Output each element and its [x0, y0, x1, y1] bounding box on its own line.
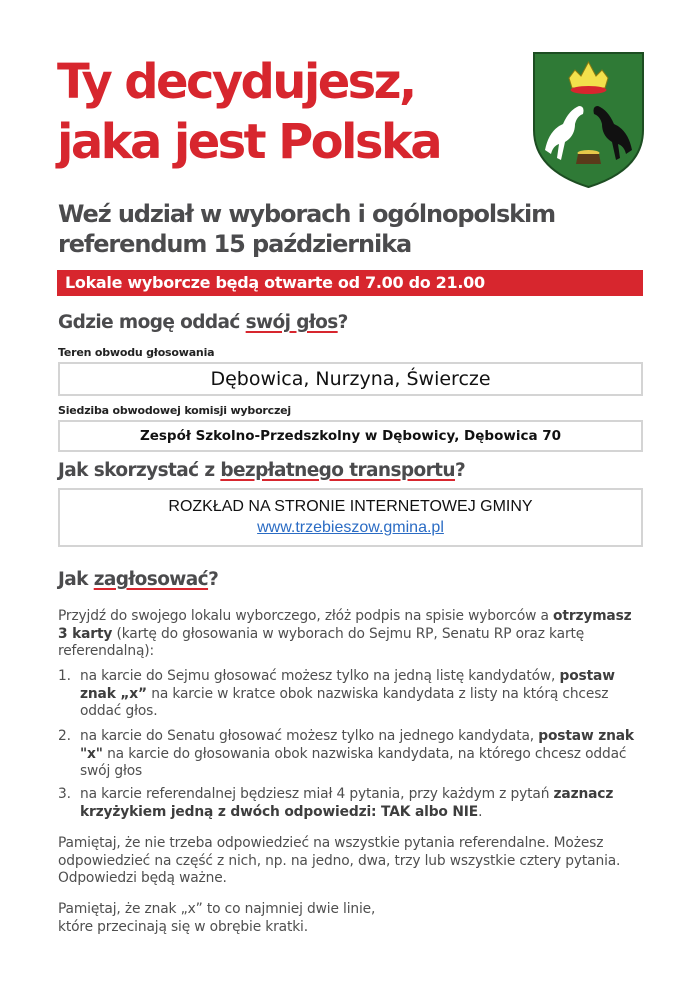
subtitle-line-2: referendum 15 października	[58, 230, 412, 258]
instruction-item: 3. na karcie referendalnej będziesz miał 4 pytania, przy każdym z pytań zaznacz krzyżykiem jedną z dwóch odpowiedzi: TAK albo NIE.	[58, 786, 614, 820]
municipality-coat-of-arms-icon	[531, 50, 646, 190]
voting-area-label: Teren obwodu głosowania	[58, 346, 215, 359]
voting-area-value: Dębowica, Nurzyna, Świercze	[58, 362, 643, 396]
where-to-vote-heading: Gdzie mogę oddać swój głos?	[58, 312, 348, 333]
subtitle-line-1: Weź udział w wyborach i ogólnopolskim	[58, 200, 556, 228]
instruction-item: 1. na karcie do Sejmu głosować możesz tylko na jedną listę kandydatów, postaw znak „x” na karcie w kratce obok nazwiska kandydata z listy na którą chcesz oddać głos.	[58, 668, 615, 719]
schedule-text: ROZKŁAD NA STRONIE INTERNETOWEJ GMINY	[168, 498, 533, 515]
referendum-note: Pamiętaj, że nie trzeba odpowiedzieć na wszystkie pytania referendalne. Możesz odpowiedzieć na część z nich, np. na jedno, dwa, trzy lub wszystkie cztery pytania. Odpowiedzi będą ważne.	[58, 835, 621, 886]
transport-heading: Jak skorzystać z bezpłatnego transportu?	[58, 460, 466, 481]
tree-stump-icon	[576, 150, 601, 164]
title-line-2: jaka jest Polska	[57, 114, 440, 170]
subtitle	[58, 199, 658, 259]
municipality-website-link[interactable]: www.trzebieszow.gmina.pl	[257, 519, 444, 536]
x-mark-note: Pamiętaj, że znak „x” to co najmniej dwie linie, które przecinają się w obrębie kratki.	[58, 901, 376, 935]
how-to-vote-heading: Jak zagłosować?	[58, 569, 219, 590]
page-title	[57, 52, 440, 172]
commission-seat-label: Siedziba obwodowej komisji wyborczej	[58, 404, 292, 417]
title-line-1: Ty decydujesz,	[57, 54, 415, 110]
commission-seat-value: Zespół Szkolno-Przedszkolny w Dębowicy, Dębowica 70	[58, 420, 643, 452]
polling-hours-banner: Lokale wyborcze będą otwarte od 7.00 do 21.00	[57, 270, 643, 296]
instruction-item: 2. na karcie do Senatu głosować możesz tylko na jednego kandydata, postaw znak "x" na karcie do głosowania obok nazwiska kandydata, na którego chcesz oddać swój głos	[58, 728, 634, 779]
how-to-vote-intro: Przyjdź do swojego lokalu wyborczego, złóż podpis na spisie wyborców a otrzymasz 3 karty (kartę do głosowania w wyborach do Sejmu RP, Senatu RP oraz kartę referendalną):	[58, 608, 632, 659]
transport-info-box	[58, 488, 643, 547]
